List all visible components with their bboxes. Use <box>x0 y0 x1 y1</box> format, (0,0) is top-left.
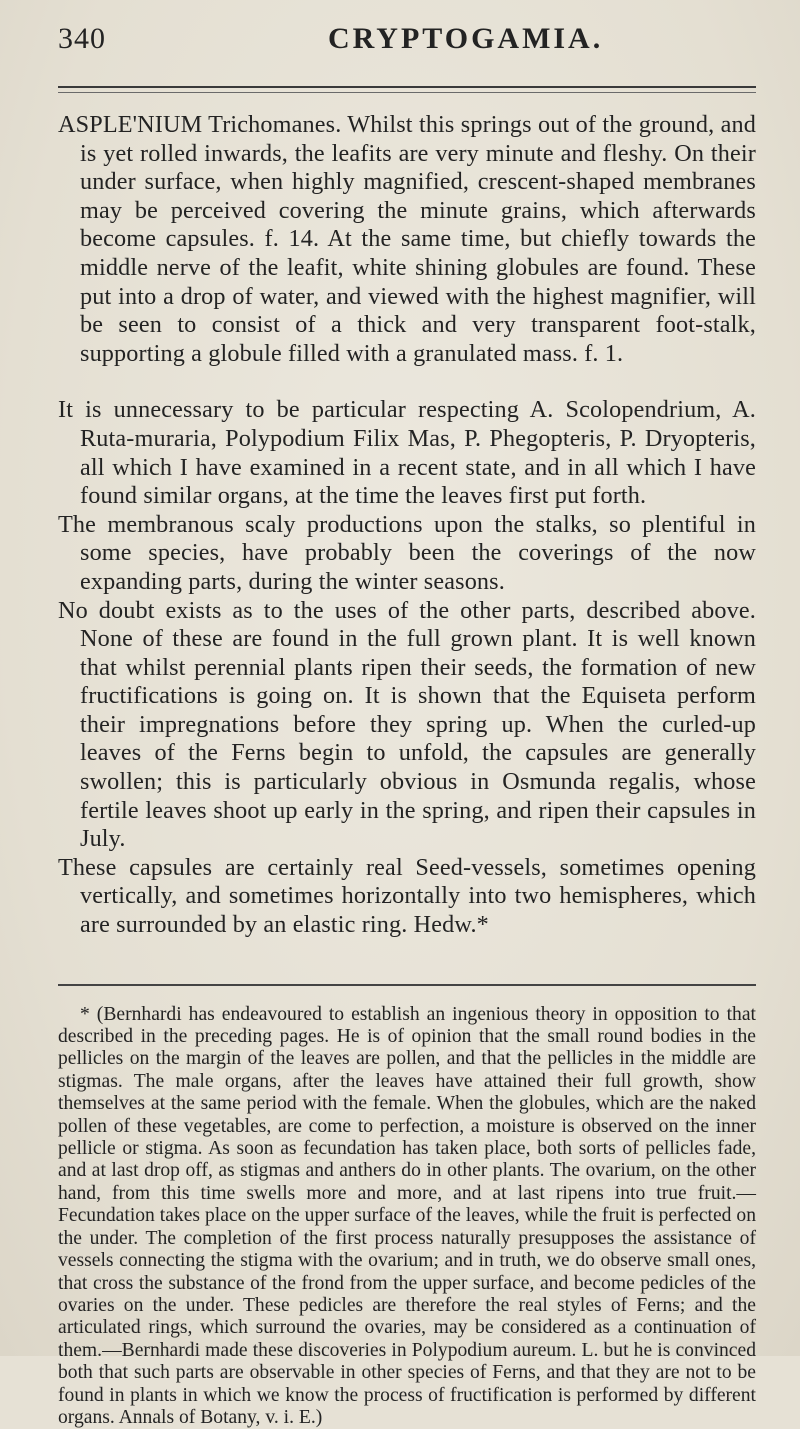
page-number: 340 <box>58 22 106 55</box>
paragraph-membranous: The membranous scaly productions upon the stalks, so plentiful in some species, have probably been the coverings of the now expanding parts, during the winter seasons. <box>58 510 756 595</box>
footnote-rule <box>58 984 756 986</box>
running-title: CRYPTOGAMIA. <box>328 22 604 55</box>
paragraph-no-doubt: No doubt exists as to the uses of the other parts, described above. None of these are found in the full grown plant. It is well known that whilst perennial plants ripen their seeds, the formation of new fructifications is going on. It is shown that the Equiseta perform their impregnations before they spring up. When the curled-up leaves of the Ferns begin to unfold, the capsules are generally swollen; this is particularly obvious in Osmunda regalis, whose fertile leaves shoot up early in the spring, and ripen their capsules in July. <box>58 596 756 853</box>
header-rule <box>58 86 756 93</box>
paragraph-capsules: These capsules are certainly real Seed-vessels, sometimes opening vertically, and sometimes horizontally into two hemispheres, which are surrounded by an elastic ring. Hedw.* <box>58 853 756 939</box>
footnote: * (Bernhardi has endeavoured to establish an ingenious theory in opposition to that described in the preceding pages. He is of opinion that the small round bodies in the pellicles on the margin of the leaves are pollen, and that the pellicles in the middle are stigmas. The male organs, after the leaves have attained their full growth, show themselves at the same period with the female. When the globules, which are the naked pollen of these vegetables, are come to perfection, a moisture is observed on the inner pellicle or stigma. As soon as fecundation has taken place, both sorts of pellicles fade, and at last drop off, as stigmas and anthers do in other plants. The ovarium, on the other hand, from this time swells more and more, and at last ripens into true fruit.— Fecundation takes place on the upper surface of the leaves, while the fruit is perfected on the under. The completion of the first process naturally presupposes the assistance of vessels connecting the stigma with the ovarium; and in truth, we do observe small ones, that cross the substance of the frond from the upper surface, and become pedicles of the ovaries on the under. These pedicles are therefore the real styles of Ferns; and the articulated rings, which surround the ovaries, may be considered as a continuation of them.—Bernhardi made these discoveries in Polypodium aureum. L. but he is convinced both that such parts are observable in other species of Ferns, and that they are not to be found in plants in which we know the process of fructification is performed by different organs. Annals of Botany, v. i. E.) <box>58 1003 756 1428</box>
running-head <box>58 22 756 70</box>
paragraph-asplenium: ASPLE'NIUM Trichomanes. Whilst this springs out of the ground, and is yet rolled inwards, the leafits are very minute and fleshy. On their under surface, when highly magnified, crescent-shaped membranes may be perceived covering the minute grains, which afterwards become capsules. f. 14. At the same time, but chiefly towards the middle nerve of the leafit, white shining globules are found. These put into a drop of water, and viewed with the highest magnifier, will be seen to consist of a thick and very transparent foot-stalk, supporting a globule filled with a granulated mass. f. 1. <box>58 111 756 367</box>
paragraph-unnecessary: It is unnecessary to be particular respecting A. Scolopendrium, A. Ruta-muraria, Polypodium Filix Mas, P. Phegopteris, P. Dryopteris, all which I have examined in a recent state, and in all which I have found similar organs, at the time the leaves first put forth. <box>58 396 756 510</box>
main-text <box>58 111 756 940</box>
